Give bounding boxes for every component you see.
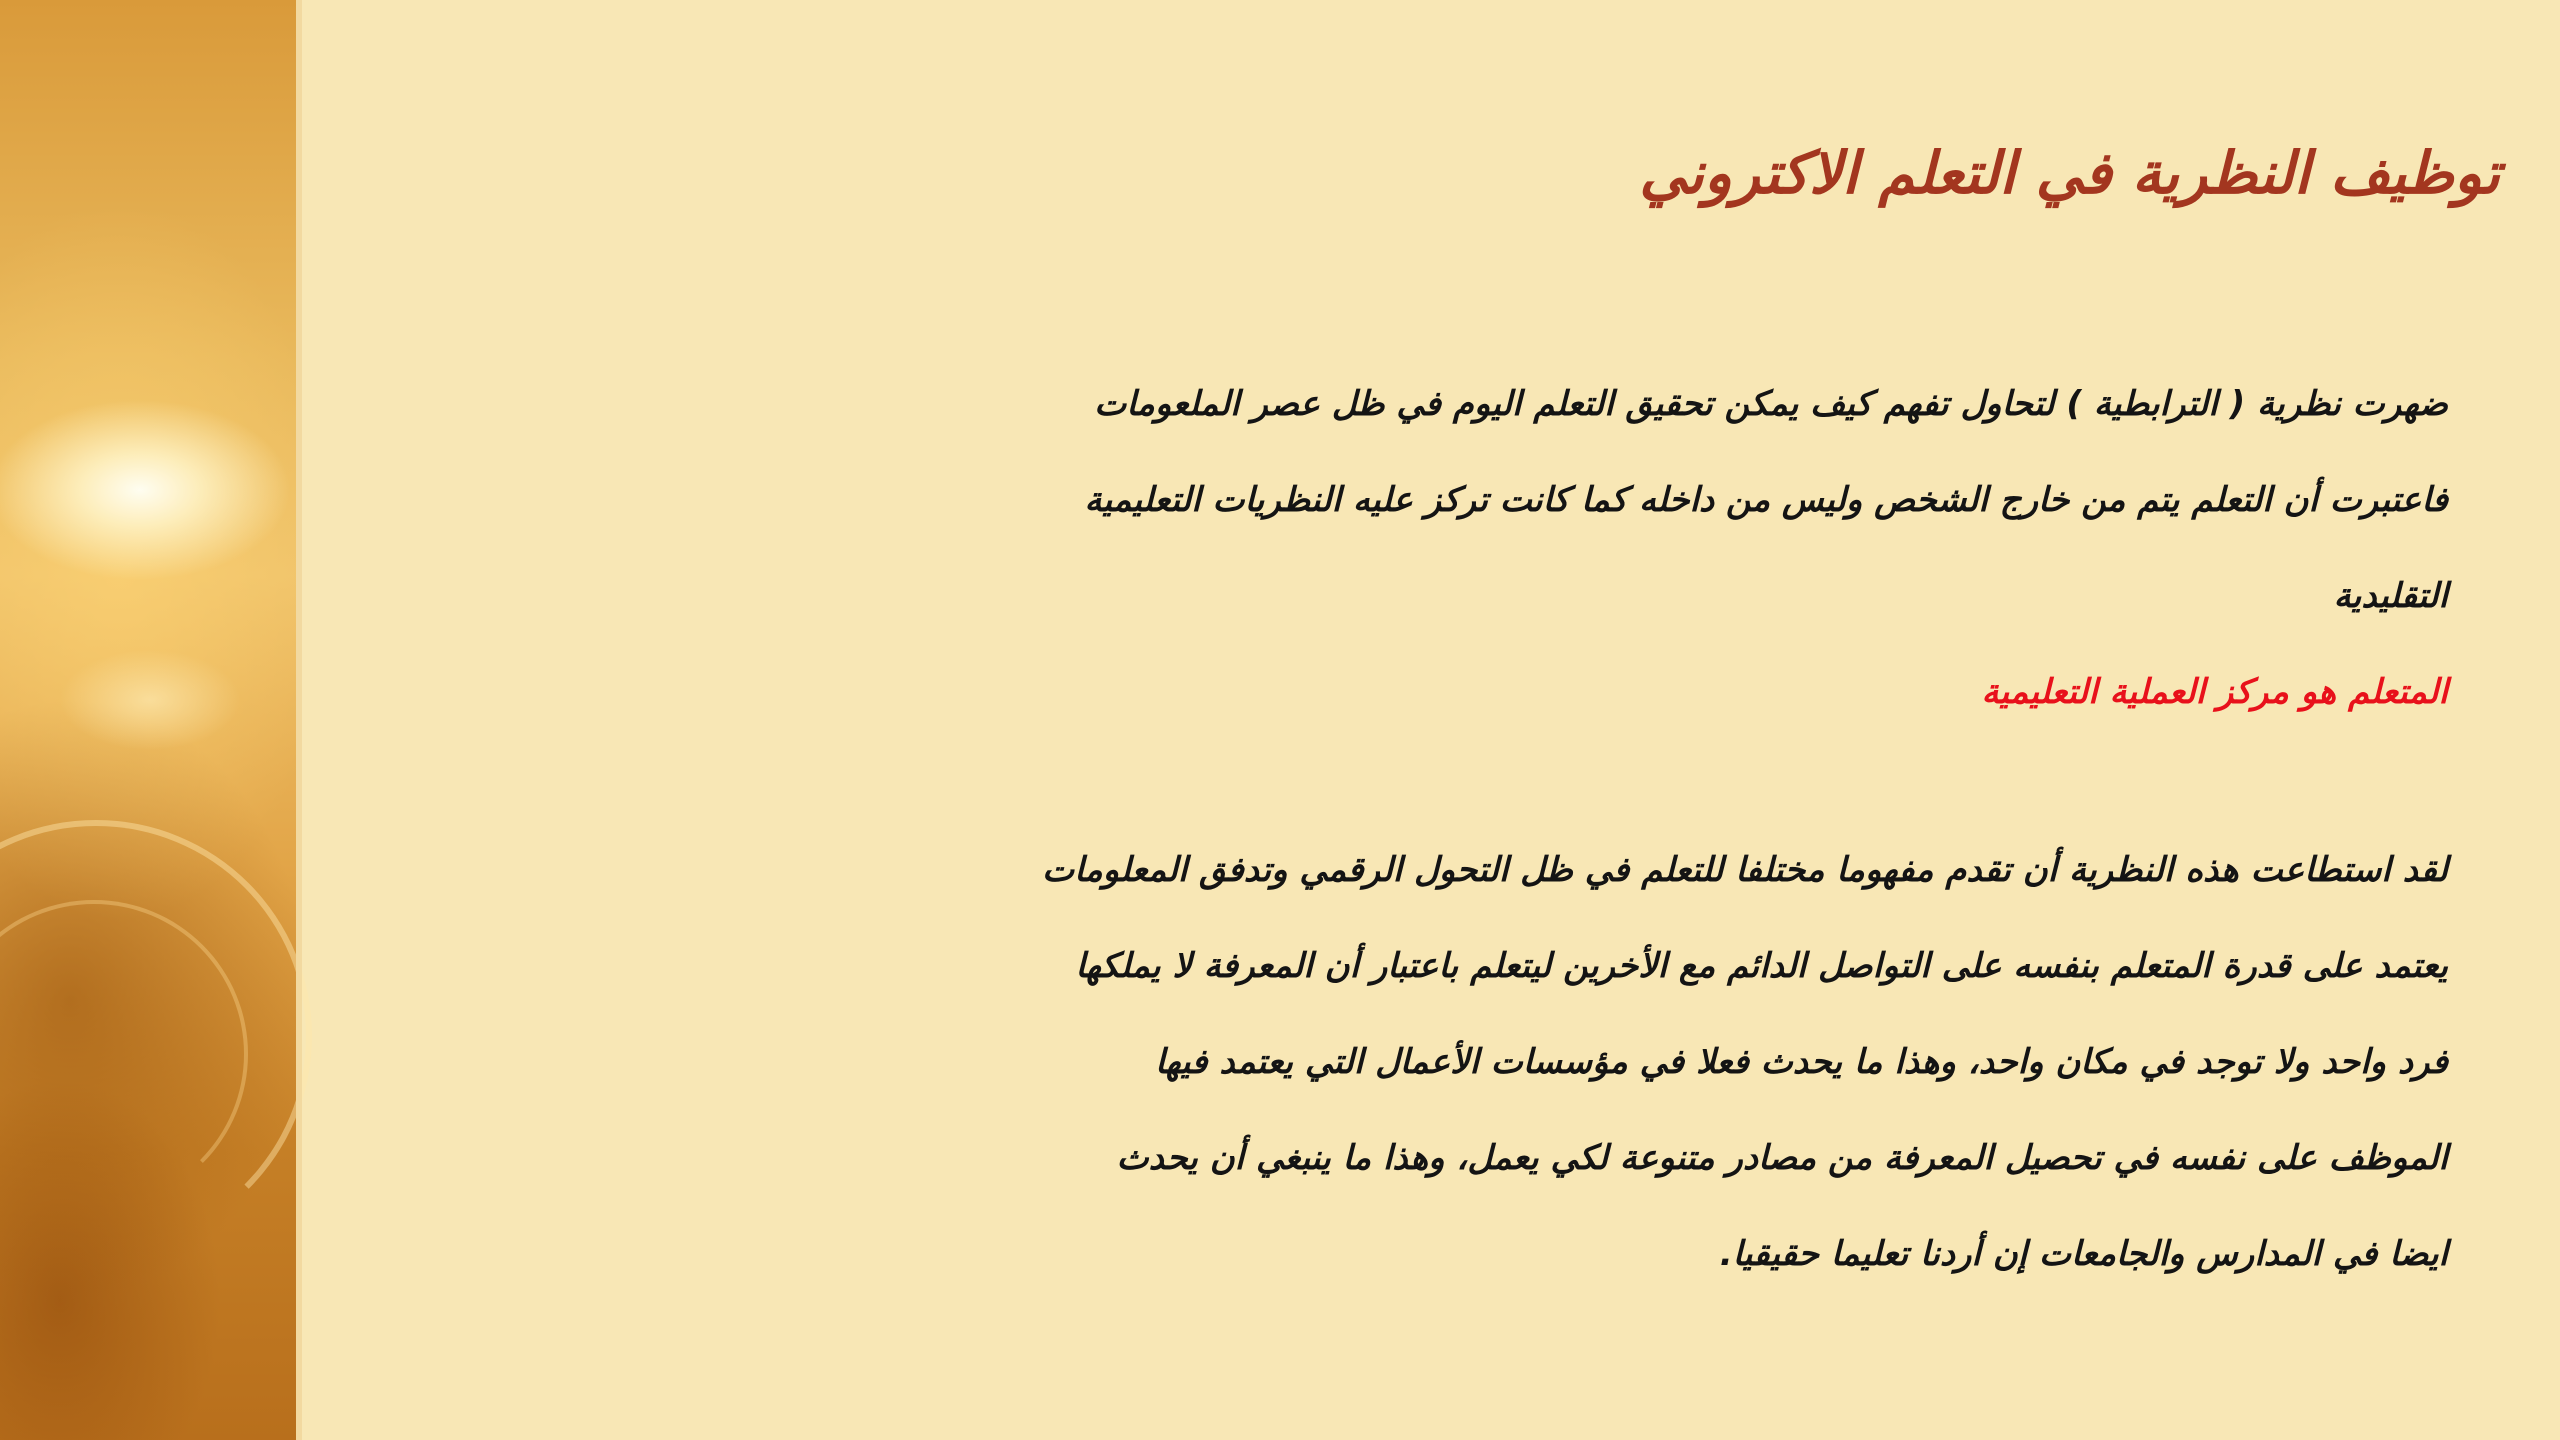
lightbulb-glow-image — [0, 0, 302, 1440]
paragraph-line: فرد واحد ولا توجد في مكان واحد، وهذا ما يحدث فعلا في مؤسسات الأعمال التي يعتمد فيها — [1155, 1042, 2448, 1082]
paragraph-line: ضهرت نظرية ( الترابطية ) لتحاول تفهم كيف يمكن تحقيق التعلم اليوم في ظل عصر الملعومات — [1094, 384, 2448, 424]
highlighted-statement: المتعلم هو مركز العملية التعليمية — [1981, 672, 2448, 712]
image-edge-divider — [296, 0, 302, 1440]
paragraph-line: لقد استطاعت هذه النظرية أن تقدم مفهوما مختلفا للتعلم في ظل التحول الرقمي وتدفق المعلومات — [1042, 850, 2448, 890]
paragraph-connectivism-intro — [728, 356, 2448, 740]
paragraph-connectivism-detail — [728, 822, 2448, 1302]
slide-title: توظيف النظرية في التعلم الاكتروني — [1639, 139, 2500, 207]
paragraph-line: التقليدية — [2333, 576, 2448, 616]
paragraph-line: فاعتبرت أن التعلم يتم من خارج الشخص وليس من داخله كما كانت تركز عليه النظريات التعليمية — [1084, 480, 2448, 520]
paragraph-line: ايضا في المدارس والجامعات إن أردنا تعليما حقيقيا. — [1719, 1234, 2448, 1274]
paragraph-line: يعتمد على قدرة المتعلم بنفسه على التواصل الدائم مع الأخرين ليتعلم باعتبار أن المعرفة لا يملكها — [1075, 946, 2448, 986]
paragraph-line: الموظف على نفسه في تحصيل المعرفة من مصادر متنوعة لكي يعمل، وهذا ما ينبغي أن يحدث — [1116, 1138, 2448, 1178]
